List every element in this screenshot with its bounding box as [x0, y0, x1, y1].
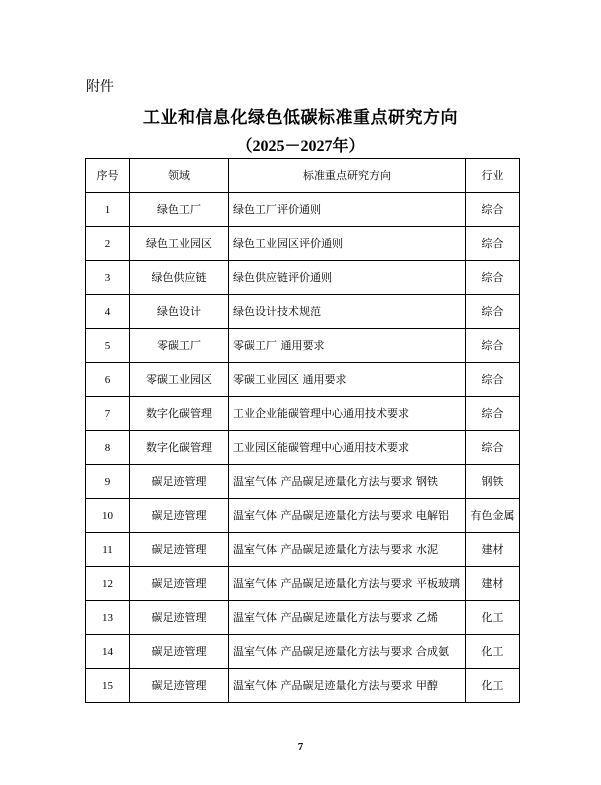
table-row [86, 295, 520, 329]
cell-industry: 综合 [466, 397, 520, 431]
cell-direction: 零碳工厂 通用要求 [229, 329, 466, 363]
page-number: 7 [297, 741, 304, 753]
table-row [86, 261, 520, 295]
table-row [86, 227, 520, 261]
cell-direction: 绿色设计技术规范 [229, 295, 466, 329]
cell-direction: 温室气体 产品碳足迹量化方法与要求 电解铝 [229, 499, 466, 533]
attachment-label: 附件 [86, 79, 114, 95]
document-title: 工业和信息化绿色低碳标准重点研究方向 [143, 108, 458, 128]
standards-table [85, 158, 520, 703]
table-row [86, 499, 520, 533]
cell-direction: 绿色供应链评价通则 [229, 261, 466, 295]
cell-industry: 综合 [466, 431, 520, 465]
cell-direction: 工业企业能碳管理中心通用技术要求 [229, 397, 466, 431]
cell-no: 10 [86, 499, 130, 533]
table-row [86, 363, 520, 397]
cell-field: 零碳工业园区 [130, 363, 229, 397]
cell-industry: 综合 [466, 261, 520, 295]
cell-no: 7 [86, 397, 130, 431]
cell-direction: 温室气体 产品碳足迹量化方法与要求 甲醇 [229, 669, 466, 703]
cell-field: 数字化碳管理 [130, 397, 229, 431]
cell-direction: 温室气体 产品碳足迹量化方法与要求 平板玻璃 [229, 567, 466, 601]
cell-field: 碳足迹管理 [130, 499, 229, 533]
table-header-row [86, 159, 520, 193]
header-industry: 行业 [466, 159, 520, 193]
table-row [86, 669, 520, 703]
cell-industry: 化工 [466, 635, 520, 669]
cell-no: 5 [86, 329, 130, 363]
cell-no: 15 [86, 669, 130, 703]
table-row [86, 431, 520, 465]
cell-direction: 温室气体 产品碳足迹量化方法与要求 乙烯 [229, 601, 466, 635]
table-row [86, 601, 520, 635]
table-row [86, 533, 520, 567]
cell-no: 2 [86, 227, 130, 261]
cell-industry: 建材 [466, 567, 520, 601]
cell-field: 绿色供应链 [130, 261, 229, 295]
cell-no: 14 [86, 635, 130, 669]
cell-field: 碳足迹管理 [130, 669, 229, 703]
cell-industry: 综合 [466, 363, 520, 397]
cell-no: 11 [86, 533, 130, 567]
cell-field: 绿色工业园区 [130, 227, 229, 261]
cell-direction: 温室气体 产品碳足迹量化方法与要求 水泥 [229, 533, 466, 567]
table-row [86, 329, 520, 363]
cell-no: 4 [86, 295, 130, 329]
cell-field: 绿色设计 [130, 295, 229, 329]
cell-field: 数字化碳管理 [130, 431, 229, 465]
cell-industry: 综合 [466, 329, 520, 363]
cell-field: 碳足迹管理 [130, 533, 229, 567]
cell-field: 碳足迹管理 [130, 601, 229, 635]
cell-no: 13 [86, 601, 130, 635]
cell-no: 8 [86, 431, 130, 465]
cell-industry: 综合 [466, 295, 520, 329]
table-row [86, 193, 520, 227]
cell-direction: 零碳工业园区 通用要求 [229, 363, 466, 397]
cell-no: 12 [86, 567, 130, 601]
cell-field: 碳足迹管理 [130, 635, 229, 669]
cell-industry: 建材 [466, 533, 520, 567]
cell-industry: 综合 [466, 193, 520, 227]
header-field: 领域 [130, 159, 229, 193]
cell-field: 绿色工厂 [130, 193, 229, 227]
table-row [86, 397, 520, 431]
cell-industry: 化工 [466, 601, 520, 635]
cell-no: 9 [86, 465, 130, 499]
header-direction: 标准重点研究方向 [229, 159, 466, 193]
cell-field: 碳足迹管理 [130, 465, 229, 499]
cell-industry: 化工 [466, 669, 520, 703]
table-row [86, 567, 520, 601]
header-no: 序号 [86, 159, 130, 193]
cell-industry: 有色金属 [466, 499, 520, 533]
cell-field: 碳足迹管理 [130, 567, 229, 601]
cell-direction: 温室气体 产品碳足迹量化方法与要求 钢铁 [229, 465, 466, 499]
cell-direction: 温室气体 产品碳足迹量化方法与要求 合成氨 [229, 635, 466, 669]
cell-industry: 钢铁 [466, 465, 520, 499]
cell-direction: 绿色工业园区评价通则 [229, 227, 466, 261]
cell-no: 1 [86, 193, 130, 227]
cell-no: 6 [86, 363, 130, 397]
document-subtitle: （2025－2027年） [236, 138, 365, 155]
table-row [86, 635, 520, 669]
cell-direction: 绿色工厂评价通则 [229, 193, 466, 227]
cell-industry: 综合 [466, 227, 520, 261]
cell-no: 3 [86, 261, 130, 295]
cell-direction: 工业园区能碳管理中心通用技术要求 [229, 431, 466, 465]
table-row [86, 465, 520, 499]
cell-field: 零碳工厂 [130, 329, 229, 363]
